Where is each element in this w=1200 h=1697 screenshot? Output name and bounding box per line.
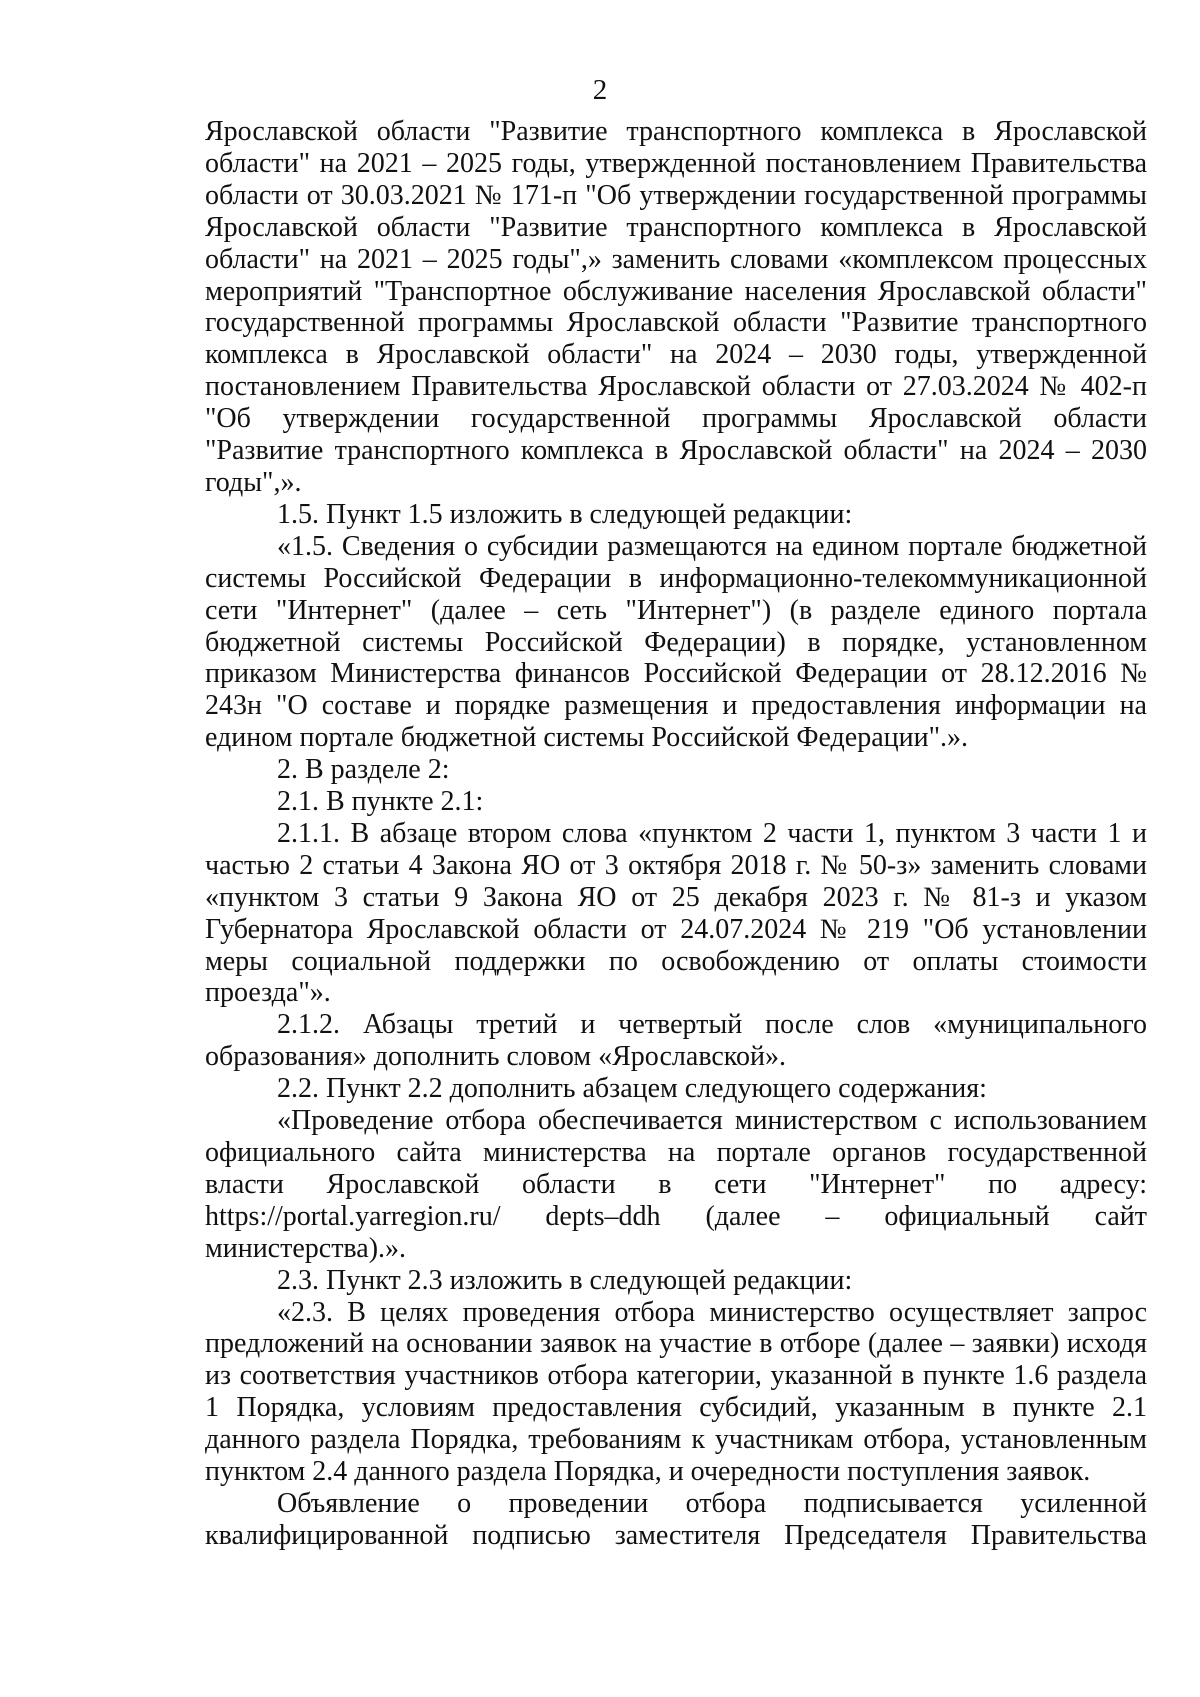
paragraph-announcement: Объявление о проведении отбора подписывается усиленной квалифицированной подписью заместителя Председателя Правительства xyxy=(205,1487,1147,1551)
paragraph-item-2-2-text: «Проведение отбора обеспечивается министерством с использованием официального сайта министерства на портале органов государственной власти Ярославской области в сети "Интернет" по адресу: https://portal.yarregion.ru/ depts–ddh (далее – официальный сайт министерства).». xyxy=(205,1105,1147,1264)
document-body xyxy=(205,116,1147,1552)
paragraph-program-reference: Ярославской области "Развитие транспортного комплекса в Ярославской области" на 2021 – 2025 годы, утвержденной постановлением Правительства области от 30.03.2021 № 171-п "Об утверждении государственной программы Ярославской области "Развитие транспортного комплекса в Ярославской области" на 2021 – 2025 годы",» заменить словами «комплексом процессных мероприятий "Транспортное обслуживание населения Ярославской области" государственной программы Ярославской области "Развитие транспортного комплекса в Ярославской области" на 2024 – 2030 годы, утвержденной постановлением Правительства Ярославской области от 27.03.2024 № 402-п "Об утверждении государственной программы Ярославской области "Развитие транспортного комплекса в Ярославской области" на 2024 – 2030 годы",». xyxy=(205,116,1147,498)
paragraph-item-2-1-1: 2.1.1. В абзаце втором слова «пунктом 2 части 1, пунктом 3 части 1 и частью 2 статьи 4 Закона ЯО от 3 октября 2018 г. № 50-з» заменить словами «пунктом 3 статьи 9 Закона ЯО от 25 декабря 2023 г. № 81-з и указом Губернатора Ярославской области от 24.07.2024 № 219 "Об установлении меры социальной поддержки по освобождению от оплаты стоимости проезда"». xyxy=(205,817,1147,1009)
paragraph-item-2-3-text: «2.3. В целях проведения отбора министерство осуществляет запрос предложений на основании заявок на участие в отборе (далее – заявки) исходя из соответствия участников отбора категории, указанной в пункте 1.6 раздела 1 Порядка, условиям предоставления субсидий, указанным в пункте 2.1 данного раздела Порядка, требованиям к участникам отбора, установленным пунктом 2.4 данного раздела Порядка, и очередности поступления заявок. xyxy=(205,1296,1147,1488)
paragraph-item-2-1: 2.1. В пункте 2.1: xyxy=(277,786,484,818)
paragraph-item-2-2-heading: 2.2. Пункт 2.2 дополнить абзацем следующего содержания: xyxy=(277,1073,987,1105)
paragraph-item-2-3-heading: 2.3. Пункт 2.3 изложить в следующей редакции: xyxy=(277,1264,853,1296)
paragraph-item-1-5-heading: 1.5. Пункт 1.5 изложить в следующей редакции: xyxy=(277,498,853,530)
paragraph-item-1-5-text: «1.5. Сведения о субсидии размещаются на едином портале бюджетной системы Российской Федерации в информационно-телекоммуникационной сети "Интернет" (далее – сеть "Интернет") (в разделе единого портала бюджетной системы Российской Федерации) в порядке, установленном приказом Министерства финансов Российской Федерации от 28.12.2016 № 243н "О составе и порядке размещения и предоставления информации на едином портале бюджетной системы Российской Федерации".». xyxy=(205,530,1147,754)
page-number: 2 xyxy=(592,74,608,106)
paragraph-section-2: 2. В разделе 2: xyxy=(277,754,450,786)
paragraph-item-2-1-2: 2.1.2. Абзацы третий и четвертый после слов «муниципального образования» дополнить словом «Ярославской». xyxy=(205,1009,1147,1073)
